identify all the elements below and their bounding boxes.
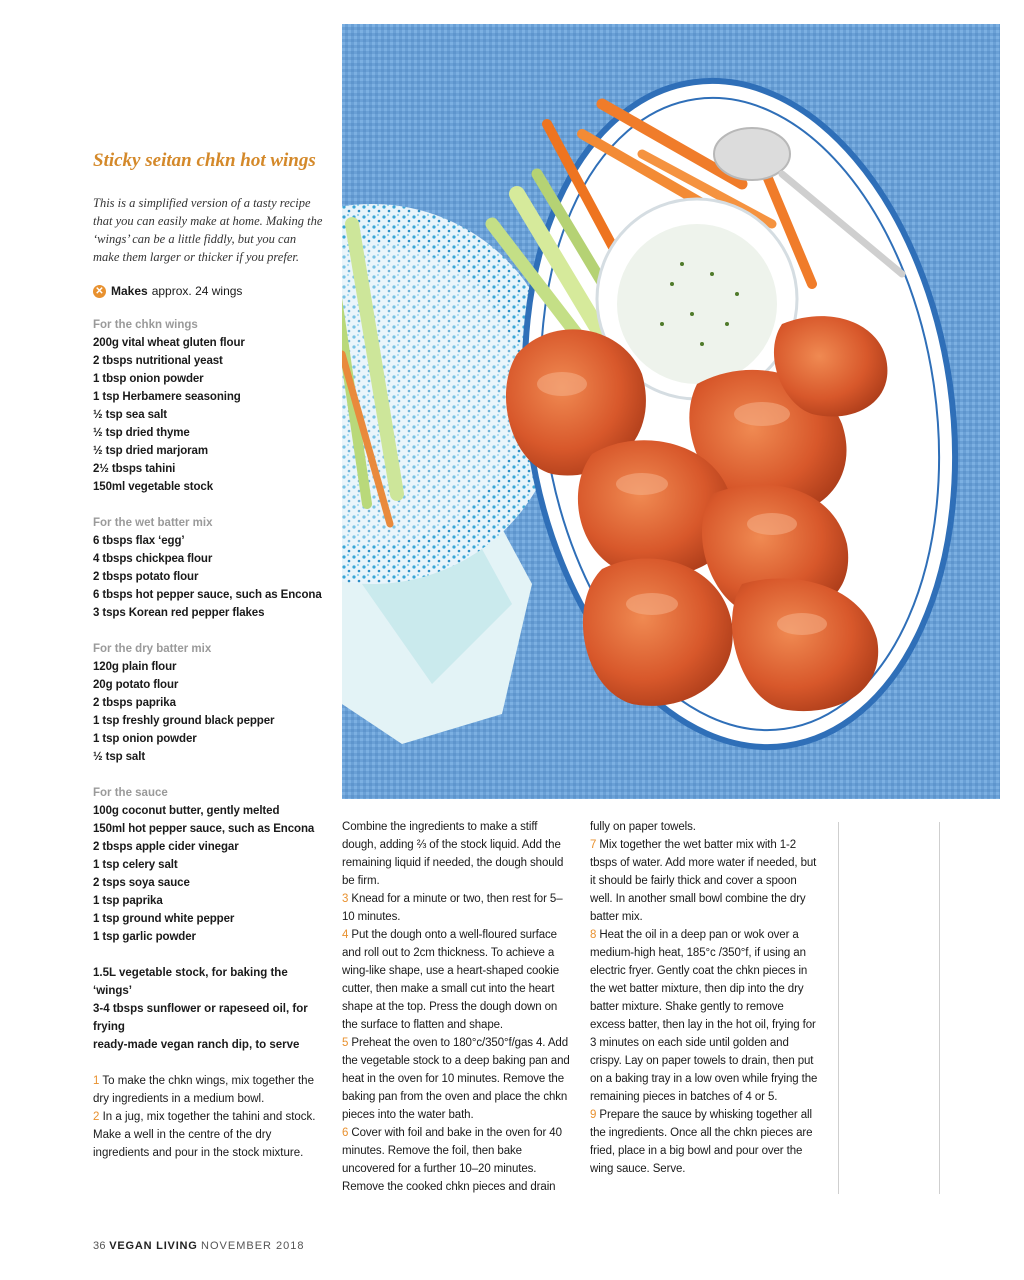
- step-text: fully on paper towels.: [590, 821, 696, 833]
- close-circle-icon: ✕: [93, 285, 106, 298]
- ingredient-item: 2 tbsps nutritional yeast: [93, 355, 223, 367]
- ingredient-item: 1 tsp onion powder: [93, 733, 197, 745]
- ingredient-list: [93, 802, 325, 946]
- recipe-intro: This is a simplified version of a tasty recipe that you can easily make at home. Making the ‘wings’ can be a little fiddly, but you can make them larger or thicker if you prefer.: [93, 196, 323, 264]
- step-number: 7: [590, 839, 597, 851]
- ingredient-item: 2 tsps soya sauce: [93, 877, 190, 889]
- step-number: 1: [93, 1075, 100, 1087]
- method-step: [93, 1108, 325, 1162]
- method-column-1: [342, 818, 570, 1196]
- step-number: 8: [590, 929, 597, 941]
- step-text: Prepare the sauce by whisking together all the ingredients. Once all the chkn pieces are fried, place in a big bowl and pour over the wing sauce. Serve.: [590, 1109, 813, 1175]
- method-step: [590, 818, 818, 836]
- ingredient-item: 3 tsps Korean red pepper flakes: [93, 607, 265, 619]
- ingredient-item: 20g potato flour: [93, 679, 179, 691]
- method-step: [342, 818, 570, 890]
- ingredient-item: 6 tbsps flax ‘egg’: [93, 535, 185, 547]
- ingredient-item: 1 tsp celery salt: [93, 859, 178, 871]
- ingredient-item: 120g plain flour: [93, 661, 177, 673]
- step-text: Put the dough onto a well-floured surface and roll out to 2cm thickness. To achieve a wing-like shape, use a heart-shaped cookie cutter, then make a small cut into the heart shape at the top. Press the dough down on the surface to flatten and shape.: [342, 929, 559, 1031]
- page-footer: [93, 1240, 305, 1252]
- column-divider: [838, 822, 839, 1194]
- column-divider: [939, 822, 940, 1194]
- extra-ingredient-item: 3-4 tbsps sunflower or rapeseed oil, for frying: [93, 1003, 308, 1033]
- extra-ingredients: [93, 964, 325, 1054]
- step-number: 9: [590, 1109, 597, 1121]
- ingredient-item: 100g coconut butter, gently melted: [93, 805, 280, 817]
- ingredient-item: 1 tsp garlic powder: [93, 931, 196, 943]
- ingredient-item: ½ tsp sea salt: [93, 409, 168, 421]
- step-number: 4: [342, 929, 349, 941]
- step-text: Heat the oil in a deep pan or wok over a medium-high heat, 185°c /350°f, if using an electric fryer. Gently coat the chkn pieces in the wet batter mixture, then dip into the dry batter mixture. Shake gently to remove excess batter, then lay in the hot oil, frying for 3 minutes on each side until golden and crispy. Lay on paper towels to drain, then put on a baking tray in a low oven while frying the remaining pieces in batches of 4 or 5.: [590, 929, 818, 1103]
- ingredient-item: 150ml vegetable stock: [93, 481, 213, 493]
- step-number: 6: [342, 1127, 349, 1139]
- step-text: Knead for a minute or two, then rest for 5–10 minutes.: [342, 893, 563, 923]
- ingredient-item: 2 tbsps apple cider vinegar: [93, 841, 239, 853]
- yield-value: approx. 24 wings: [151, 284, 243, 298]
- step-text: To make the chkn wings, mix together the dry ingredients in a medium bowl.: [93, 1075, 314, 1105]
- method-step: [590, 836, 818, 926]
- ingredients: [93, 316, 325, 946]
- method-step: [590, 926, 818, 1106]
- page-number: 36: [93, 1240, 106, 1252]
- step-text: Combine the ingredients to make a stiff dough, adding ⅔ of the stock liquid. Add the remaining liquid if needed, the dough should be firm.: [342, 821, 564, 887]
- step-text: Mix together the wet batter mix with 1-2 tbsps of water. Add more water if needed, but it should be fairly thick and cover a spoon well. In another small bowl combine the dry batter mix.: [590, 839, 817, 923]
- ingredient-item: 150ml hot pepper sauce, such as Encona: [93, 823, 315, 835]
- ingredient-item: 4 tbsps chickpea flour: [93, 553, 213, 565]
- ingredient-item: 1 tsp ground white pepper: [93, 913, 235, 925]
- ingredient-item: 1 tsp paprika: [93, 895, 163, 907]
- ingredient-list: [93, 532, 325, 622]
- ingredient-section-heading: For the sauce: [93, 787, 168, 799]
- ingredient-item: 1 tsp freshly ground black pepper: [93, 715, 275, 727]
- ingredient-item: ½ tsp dried marjoram: [93, 445, 208, 457]
- yield-line: [93, 282, 325, 300]
- ingredient-section-heading: For the chkn wings: [93, 319, 198, 331]
- method-step: [342, 1124, 570, 1196]
- yield-label: Makes: [111, 284, 148, 298]
- ingredient-item: ½ tsp dried thyme: [93, 427, 190, 439]
- ingredient-item: ½ tsp salt: [93, 751, 146, 763]
- ingredient-section-heading: For the wet batter mix: [93, 517, 213, 529]
- method-step: [342, 926, 570, 1034]
- method-steps-left: [93, 1072, 325, 1162]
- ingredient-item: 2½ tbsps tahini: [93, 463, 176, 475]
- method-step: [93, 1072, 325, 1108]
- publication-name: VEGAN LIVING: [109, 1240, 198, 1252]
- issue-date: NOVEMBER 2018: [201, 1240, 305, 1252]
- recipe-photo: [342, 24, 1000, 799]
- step-text: Cover with foil and bake in the oven for 40 minutes. Remove the foil, then bake uncovered for a further 10–20 minutes. Remove the cooked chkn pieces and drain: [342, 1127, 562, 1193]
- extra-ingredient-item: ready-made vegan ranch dip, to serve: [93, 1039, 300, 1051]
- ingredient-item: 1 tsp Herbamere seasoning: [93, 391, 241, 403]
- ingredient-item: 2 tbsps potato flour: [93, 571, 199, 583]
- recipe-title: Sticky seitan chkn hot wings: [93, 150, 316, 171]
- ingredient-list: [93, 658, 325, 766]
- ingredient-item: 6 tbsps hot pepper sauce, such as Encona: [93, 589, 322, 601]
- step-text: Preheat the oven to 180°c/350°f/gas 4. Add the vegetable stock to a deep baking pan and heat in the oven for 10 minutes. Remove the baking pan from the oven and place the chkn pieces into the water bath.: [342, 1037, 570, 1121]
- method-step: [342, 890, 570, 926]
- ingredient-list: [93, 334, 325, 496]
- step-number: 5: [342, 1037, 349, 1049]
- step-text: In a jug, mix together the tahini and stock. Make a well in the centre of the dry ingredients and pour in the stock mixture.: [93, 1111, 316, 1159]
- method-step: [590, 1106, 818, 1178]
- left-column: [93, 148, 325, 1162]
- ingredient-section-heading: For the dry batter mix: [93, 643, 212, 655]
- extra-ingredient-item: 1.5L vegetable stock, for baking the ‘wings’: [93, 967, 288, 997]
- ingredient-item: 1 tbsp onion powder: [93, 373, 204, 385]
- ingredient-item: 2 tbsps paprika: [93, 697, 176, 709]
- step-number: 2: [93, 1111, 100, 1123]
- ingredient-item: 200g vital wheat gluten flour: [93, 337, 245, 349]
- method-step: [342, 1034, 570, 1124]
- step-number: 3: [342, 893, 349, 905]
- method-column-2: [590, 818, 818, 1178]
